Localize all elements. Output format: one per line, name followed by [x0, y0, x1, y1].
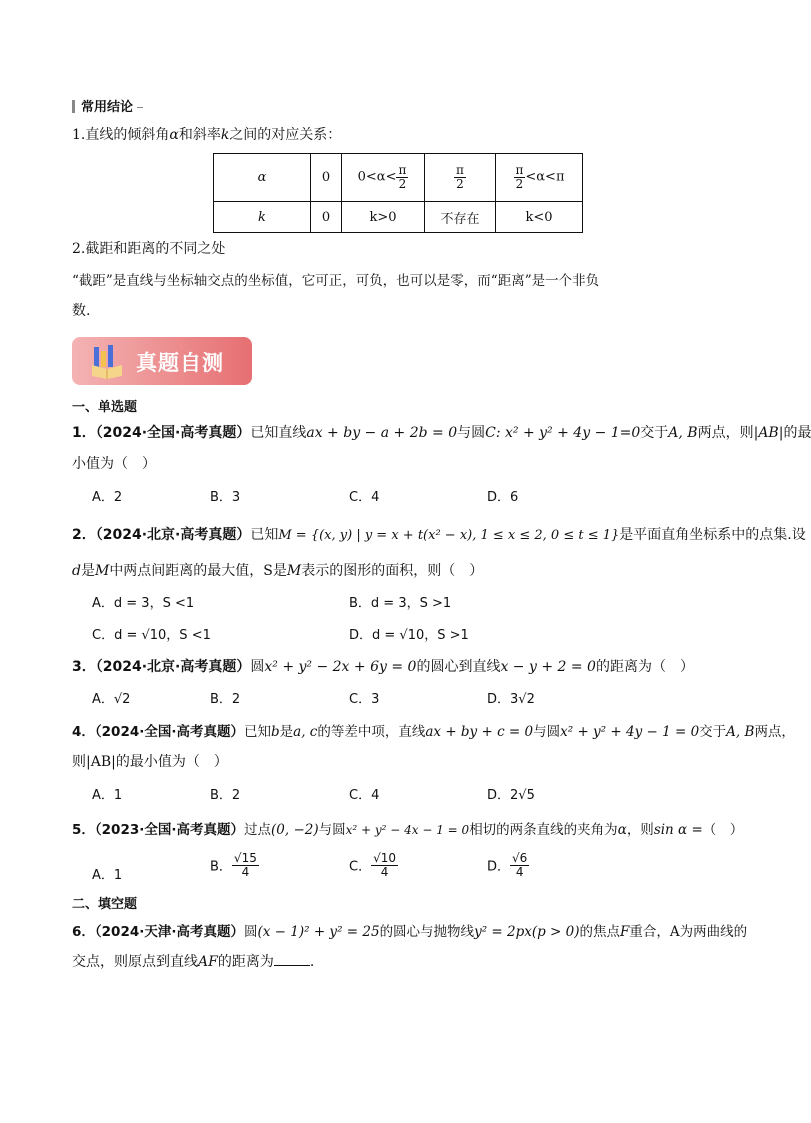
q6-text: 的焦点 — [579, 924, 620, 940]
q3-text: 圆 — [250, 659, 265, 675]
question-4 — [72, 720, 795, 740]
table-cell: 0<α< $\frac{\pi}{2}$ — [342, 154, 425, 202]
q4-b: b — [271, 724, 280, 740]
q6-text: . — [309, 954, 315, 970]
q2-text: 是平面直角坐标系中的点集.设 — [619, 527, 806, 543]
table-cell: 0 — [311, 154, 342, 202]
q1-line2: 小值为（ ） — [72, 456, 156, 472]
c1-alpha: α — [169, 127, 179, 143]
section-banner — [72, 337, 252, 385]
q5-source: （2023·全国·高考真题） — [94, 822, 244, 838]
section-fill-blank: 二、填空题 — [72, 897, 138, 912]
q3-option-a[interactable]: A．√2 — [92, 692, 131, 707]
q4-eq2: x² + y² + 4y − 1 = 0 — [560, 724, 700, 740]
q1-c: C — [485, 425, 496, 441]
q6-number: 6． — [72, 924, 95, 940]
q1-option-a[interactable]: A．2 — [92, 490, 123, 505]
table-cell: k<0 — [496, 202, 583, 233]
q4-ab: A, B — [726, 724, 755, 740]
q2-option-a[interactable]: A．d = 3，S <1 — [92, 596, 195, 611]
question-2 — [72, 524, 806, 544]
banner-label: 真题自测 — [136, 351, 224, 375]
q5-eq1: x² + y² − 4x − 1 = 0 — [345, 823, 470, 837]
q1-text: 的最 — [783, 425, 811, 441]
q2-text: 中两点间距离的最大值，S是 — [109, 563, 287, 579]
q4-eq1: ax + by + c = 0 — [425, 724, 534, 740]
q6-source: （2024·天津·高考真题） — [94, 924, 244, 940]
conclusion-2-line1: “截距”是直线与坐标轴交点的坐标值，它可正，可负，也可以是零，而“距离”是一个非负 — [72, 273, 600, 289]
q2-source: （2024·北京·高考真题） — [95, 527, 251, 543]
q3-source: （2024·北京·高考真题） — [95, 659, 251, 675]
q1-option-d[interactable]: D．6 — [487, 490, 519, 505]
table-cell: 不存在 — [425, 202, 496, 233]
q5-text: 与圆 — [318, 822, 346, 838]
q3-option-d[interactable]: D．3√2 — [487, 692, 535, 707]
q2-set: M = {(x, y) | y = x + t(x² − x), 1 ≤ x ≤ 2, 0 ≤ t ≤ 1} — [278, 528, 620, 543]
q2-option-d[interactable]: D．d = √10，S >1 — [349, 628, 469, 643]
q6-line2 — [72, 951, 314, 971]
q6-answer-blank[interactable] — [274, 953, 310, 966]
q5-point: (0, −2) — [271, 822, 319, 838]
q3-option-b[interactable]: B．2 — [210, 692, 241, 707]
c1-mid: 和斜率 — [178, 127, 221, 143]
q4-line2: 则|AB|的最小值为（ ） — [72, 754, 228, 770]
q5-text: ，则 — [626, 822, 654, 838]
q4-number: 4． — [72, 724, 95, 740]
q4-option-b[interactable]: B．2 — [210, 788, 241, 803]
conclusion-2-title: 2.截距和距离的不同之处 — [72, 241, 226, 257]
q1-absab: |AB| — [753, 425, 784, 441]
q6-eq1: (x − 1)² + y² = 25 — [257, 924, 380, 940]
conclusion-2-line2: 数. — [72, 303, 91, 319]
c1-k: k — [220, 127, 230, 143]
q5-text: （ ） — [702, 822, 744, 838]
table-row — [214, 202, 583, 233]
q2-option-b[interactable]: B．d = 3，S >1 — [349, 596, 452, 611]
c1-prefix: 1.直线的倾斜角 — [72, 127, 170, 143]
q6-text: 交点，则原点到直线 — [72, 954, 198, 970]
table-row — [214, 154, 583, 202]
angle-slope-table — [213, 153, 583, 233]
q1-number: 1． — [72, 425, 96, 441]
table-cell: 0 — [311, 202, 342, 233]
q6-text: 重合，A为两曲线的 — [629, 924, 748, 940]
header-bar — [72, 100, 75, 113]
q6-f: F — [620, 924, 630, 940]
q6-text: 的距离为 — [217, 954, 274, 970]
q5-text: 过点 — [244, 822, 271, 838]
q4-source: （2024·全国·高考真题） — [94, 724, 244, 740]
q2-text: 已知 — [250, 527, 279, 543]
q5-option-a[interactable]: A．1 — [92, 868, 123, 883]
q3-eq1: x² + y² − 2x + 6y = 0 — [264, 659, 417, 675]
q1-text: 已知直线 — [250, 425, 307, 441]
section-header — [72, 96, 143, 115]
q2-line2 — [72, 560, 483, 580]
q3-option-c[interactable]: C．3 — [349, 692, 380, 707]
q3-eq2: x − y + 2 = 0 — [500, 659, 596, 675]
q2-m: M — [94, 563, 110, 579]
q2-text: 表示的图形的面积，则（ ） — [301, 563, 484, 579]
q2-d: d — [72, 563, 81, 579]
q1-text: 与圆 — [457, 425, 486, 441]
q4-ac: a, c — [293, 724, 318, 740]
q3-text: 的距离为（ ） — [595, 659, 694, 675]
table-cell: $\frac{\pi}{2}$ — [425, 154, 496, 202]
table-cell: α — [214, 154, 311, 202]
header-rule — [137, 107, 143, 108]
q4-text: 交于 — [699, 724, 727, 740]
q6-af: AF — [198, 954, 218, 970]
q1-text: 交于 — [640, 425, 669, 441]
q4-option-d[interactable]: D．2√5 — [487, 788, 535, 803]
question-6 — [72, 920, 747, 940]
section-header-label: 常用结论 — [81, 100, 134, 115]
q4-text: 的等差中项，直线 — [317, 724, 426, 740]
q6-text: 圆 — [244, 924, 258, 940]
table-cell: k — [214, 202, 311, 233]
question-5 — [72, 818, 743, 838]
q3-number: 3． — [72, 659, 96, 675]
q1-option-c[interactable]: C．4 — [349, 490, 380, 505]
q1-text: 两点，则 — [697, 425, 754, 441]
q6-eq2: y² = 2px(p > 0) — [474, 924, 580, 940]
q5-option-d[interactable]: D． $\frac{√6}{4}$ — [487, 851, 528, 879]
q1-source: （2024·全国·高考真题） — [95, 425, 251, 441]
q5-option-b[interactable]: B． $\frac{√15}{4}$ — [210, 851, 257, 879]
book-icon — [90, 343, 124, 379]
table-cell: $\frac{\pi}{2}$ <α<π — [496, 154, 583, 202]
q1-eq1: ax + by − a + 2b = 0 — [306, 425, 458, 441]
q2-number: 2． — [72, 527, 96, 543]
q5-number: 5． — [72, 822, 95, 838]
question-1 — [72, 422, 811, 442]
q1-option-b[interactable]: B．3 — [210, 490, 241, 505]
q5-sin: sin α = — [653, 822, 703, 838]
q4-option-a[interactable]: A．1 — [92, 788, 123, 803]
q5-text: 相切的两条直线的夹角为 — [469, 822, 618, 838]
q1-ab: A, B — [668, 425, 698, 441]
q4-text: 与圆 — [533, 724, 561, 740]
q4-option-c[interactable]: C．4 — [349, 788, 380, 803]
q2-text: 是 — [80, 563, 95, 579]
q4-text: 已知 — [244, 724, 271, 740]
q5-option-c[interactable]: C． $\frac{√10}{4}$ — [349, 851, 396, 879]
q6-text: 的圆心与抛物线 — [379, 924, 475, 940]
q1-eq2: : x² + y² + 4y − 1=0 — [495, 425, 641, 441]
section-single-choice: 一、单选题 — [72, 400, 138, 415]
q4-text: 两点， — [754, 724, 795, 740]
table-cell: k>0 — [342, 202, 425, 233]
q2-m: M — [286, 563, 302, 579]
question-3 — [72, 656, 694, 676]
conclusion-1 — [72, 124, 341, 144]
q3-text: 的圆心到直线 — [416, 659, 501, 675]
q5-alpha: α — [617, 822, 627, 838]
q4-text: 是 — [279, 724, 294, 740]
q2-option-c[interactable]: C．d = √10，S <1 — [92, 628, 211, 643]
c1-suffix: 之间的对应关系： — [229, 127, 342, 143]
